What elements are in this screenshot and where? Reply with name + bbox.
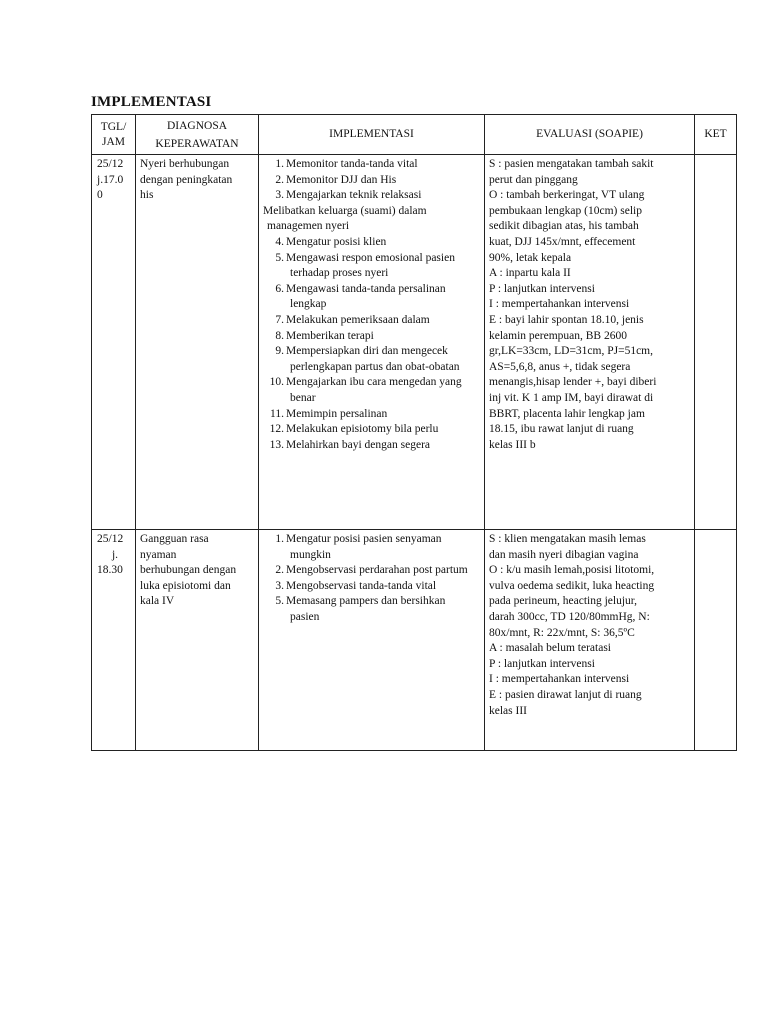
diagnosa-line: dengan peningkatan [140, 173, 233, 186]
implementasi-item-text [286, 422, 481, 438]
implementasi-item-number: 7. [275, 313, 284, 326]
evaluasi-line: perut dan pinggang [489, 173, 578, 186]
diagnosa-line: nyaman [140, 548, 177, 561]
header-evaluasi: EVALUASI (SOAPIE) [485, 115, 695, 155]
implementasi-item-line: perlengkapan partus dan obat-obatan [290, 360, 460, 373]
evaluasi-line: vulva oedema sedikit, luka heacting [489, 579, 655, 592]
implementasi-item-number: 3. [275, 579, 284, 592]
evaluasi-line: dan masih nyeri dibagian vagina [489, 548, 639, 561]
implementasi-item-text [286, 532, 481, 563]
implementasi-item [259, 532, 481, 563]
tgl-jam-line: j.17.0 [97, 173, 124, 186]
diagnosa-line: Nyeri berhubungan [140, 158, 230, 170]
implementasi-cell [259, 155, 485, 530]
evaluasi-line: S : pasien mengatakan tambah sakit [489, 158, 654, 170]
table-row [92, 155, 737, 530]
evaluasi-line: 18.15, ibu rawat lanjut di ruang [489, 423, 634, 436]
implementasi-item-number: 12. [269, 423, 284, 436]
evaluasi-line: O : tambah berkeringat, VT ulang [489, 189, 645, 202]
implementasi-item-text [286, 235, 481, 251]
diagnosa-cell [136, 530, 259, 751]
implementasi-item-text [286, 579, 481, 595]
tgl-jam-line: 18.30 [97, 564, 123, 577]
implementasi-item-text [286, 563, 481, 579]
evaluasi-line: P : lanjutkan intervensi [489, 282, 595, 295]
header-implementasi: IMPLEMENTASI [259, 115, 485, 155]
implementasi-item-line: Mengatur posisi klien [286, 235, 387, 248]
implementasi-item-number: 5. [275, 251, 284, 264]
implementasi-item [259, 563, 481, 579]
evaluasi-line: I : mempertahankan intervensi [489, 298, 630, 311]
implementasi-item [259, 235, 481, 251]
evaluasi-line: E : bayi lahir spontan 18.10, jenis [489, 313, 644, 326]
implementasi-item-number: 1. [275, 158, 284, 170]
implementasi-item-line: Memasang pampers dan bersihkan [286, 595, 446, 608]
evaluasi-line: inj vit. K 1 amp IM, bayi dirawat di [489, 391, 654, 404]
implementasi-item-line: Melakukan episiotomy bila perlu [286, 423, 439, 436]
implementasi-item-line: Melibatkan keluarga (suami) dalam [263, 204, 427, 217]
implementasi-item-line: Memberikan terapi [286, 329, 374, 342]
implementasi-item-number: 1. [275, 533, 284, 545]
implementasi-cell [259, 530, 485, 751]
header-tgl-line2: JAM [101, 135, 125, 148]
evaluasi-line: 80x/mnt, R: 22x/mnt, S: 36,5ºC [489, 626, 635, 639]
diagnosa-cell [136, 155, 259, 530]
implementasi-item [259, 173, 481, 189]
implementasi-item-text [286, 329, 481, 345]
evaluasi-line: AS=5,6,8, anus +, tidak segera [489, 360, 631, 373]
implementasi-item [259, 313, 481, 329]
evaluasi-line: A : masalah belum teratasi [489, 642, 611, 655]
implementasi-item [259, 344, 481, 375]
implementation-table [91, 114, 737, 751]
implementasi-item [259, 579, 481, 595]
diagnosa-line: kala IV [140, 595, 175, 608]
evaluasi-line: I : mempertahankan intervensi [489, 673, 630, 686]
implementasi-item [259, 594, 481, 625]
header-diagnosa [136, 115, 259, 155]
implementasi-item-line: Memonitor tanda-tanda vital [286, 158, 418, 170]
implementasi-item-text [286, 173, 481, 189]
implementasi-item-number: 5. [275, 595, 284, 608]
diagnosa-line: his [140, 189, 154, 202]
implementasi-item [259, 157, 481, 173]
implementasi-item-text [286, 375, 481, 406]
implementasi-item-line: Memimpin persalinan [286, 407, 388, 420]
implementasi-item-number: 10. [269, 376, 284, 389]
implementasi-item-line: Melakukan pemeriksaan dalam [286, 313, 430, 326]
implementasi-item-line: managemen nyeri [267, 220, 350, 233]
header-tgl-line1: TGL/ [100, 120, 127, 133]
implementasi-item-line: Melahirkan bayi dengan segera [286, 438, 431, 451]
implementasi-item-text [286, 251, 481, 282]
implementasi-item-line: pasien [290, 610, 320, 623]
implementasi-item-line: terhadap proses nyeri [290, 267, 389, 280]
evaluasi-line: pembukaan lengkap (10cm) selip [489, 204, 642, 217]
ket-cell [695, 530, 737, 751]
evaluasi-line: darah 300cc, TD 120/80mmHg, N: [489, 610, 650, 623]
ket-cell [695, 155, 737, 530]
evaluasi-line: menangis,hisap lender +, bayi diberi [489, 376, 657, 389]
implementasi-item-line: Mengobservasi perdarahan post partum [286, 564, 468, 577]
evaluasi-line: E : pasien dirawat lanjut di ruang [489, 688, 642, 701]
implementasi-item-line: Mengajarkan teknik relaksasi [286, 189, 422, 202]
evaluasi-line: S : klien mengatakan masih lemas [489, 533, 646, 545]
implementasi-item-number: 11. [270, 407, 284, 420]
evaluasi-line: O : k/u masih lemah,posisi litotomi, [489, 564, 655, 577]
table-row [92, 530, 737, 751]
implementasi-item-text [286, 407, 481, 423]
evaluasi-line: kelas III [489, 704, 527, 717]
implementasi-item [259, 204, 481, 235]
implementasi-item-line: Mengawasi tanda-tanda persalinan [286, 282, 446, 295]
implementasi-item [259, 188, 481, 204]
implementasi-item-number: 2. [275, 173, 284, 186]
evaluasi-line: gr,LK=33cm, LD=31cm, PJ=51cm, [489, 345, 654, 358]
diagnosa-line: Gangguan rasa [140, 533, 209, 545]
implementasi-item-number: 8. [275, 329, 284, 342]
evaluasi-line: A : inpartu kala II [489, 267, 571, 280]
implementasi-item-text [286, 157, 481, 173]
implementasi-item [259, 251, 481, 282]
evaluasi-cell [485, 155, 695, 530]
tgl-jam-line: 0 [97, 189, 103, 202]
evaluasi-line: 90%, letak kepala [489, 251, 572, 264]
implementasi-item-text [286, 188, 481, 204]
page-title: IMPLEMENTASI [91, 94, 212, 110]
implementasi-item [259, 438, 481, 454]
evaluasi-line: pada perineum, heacting jelujur, [489, 595, 638, 608]
evaluasi-cell [485, 530, 695, 751]
implementasi-item-line: mungkin [290, 548, 331, 561]
tgl-jam-cell [92, 155, 136, 530]
implementasi-item-number: 3. [275, 189, 284, 202]
implementasi-item [259, 282, 481, 313]
header-ket: KET [695, 115, 737, 155]
implementasi-item [259, 375, 481, 406]
implementasi-item-text [286, 438, 481, 454]
implementasi-item-number: 6. [275, 282, 284, 295]
diagnosa-line: berhubungan dengan [140, 564, 237, 577]
implementasi-item-line: Memonitor DJJ dan His [286, 173, 397, 186]
header-tgl-jam [92, 115, 136, 155]
tgl-jam-line: 25/12 [97, 158, 124, 170]
evaluasi-line: kuat, DJJ 145x/mnt, effecement [489, 235, 636, 248]
table-header-row [92, 115, 737, 155]
tgl-jam-cell [92, 530, 136, 751]
evaluasi-line: kelamin perempuan, BB 2600 [489, 329, 627, 342]
implementasi-item-line: benar [290, 391, 316, 404]
header-diagnosa-line2: KEPERAWATAN [155, 137, 239, 150]
implementasi-item-text [286, 344, 481, 375]
header-diagnosa-line1: DIAGNOSA [166, 119, 228, 132]
implementasi-item [259, 422, 481, 438]
implementasi-item-number: 2. [275, 564, 284, 577]
implementasi-item-number: 13. [269, 438, 284, 451]
diagnosa-line: luka episiotomi dan [140, 579, 231, 592]
implementasi-item-line: Mengobservasi tanda-tanda vital [286, 579, 437, 592]
implementasi-item [259, 329, 481, 345]
implementasi-item-number: 4. [275, 235, 284, 248]
evaluasi-line: sedikit dibagian atas, his tambah [489, 220, 639, 233]
tgl-jam-line: 25/12 [97, 533, 124, 545]
implementasi-item-text [286, 282, 481, 313]
implementasi-item-text [286, 313, 481, 329]
implementasi-item [259, 407, 481, 423]
implementasi-item-line: lengkap [290, 298, 327, 311]
implementasi-item-line: Mengatur posisi pasien senyaman [286, 533, 442, 545]
implementasi-item-line: Mengajarkan ibu cara mengedan yang [286, 376, 462, 389]
implementasi-item-line: Mengawasi respon emosional pasien [286, 251, 455, 264]
evaluasi-line: P : lanjutkan intervensi [489, 657, 595, 670]
tgl-jam-line: j. [111, 548, 119, 561]
implementasi-item-line: Mempersiapkan diri dan mengecek [286, 345, 448, 358]
evaluasi-line: kelas III b [489, 438, 536, 451]
evaluasi-line: BBRT, placenta lahir lengkap jam [489, 407, 645, 420]
implementasi-item-text [286, 594, 481, 625]
implementasi-item-text [263, 204, 481, 235]
implementasi-item-number: 9. [275, 345, 284, 358]
